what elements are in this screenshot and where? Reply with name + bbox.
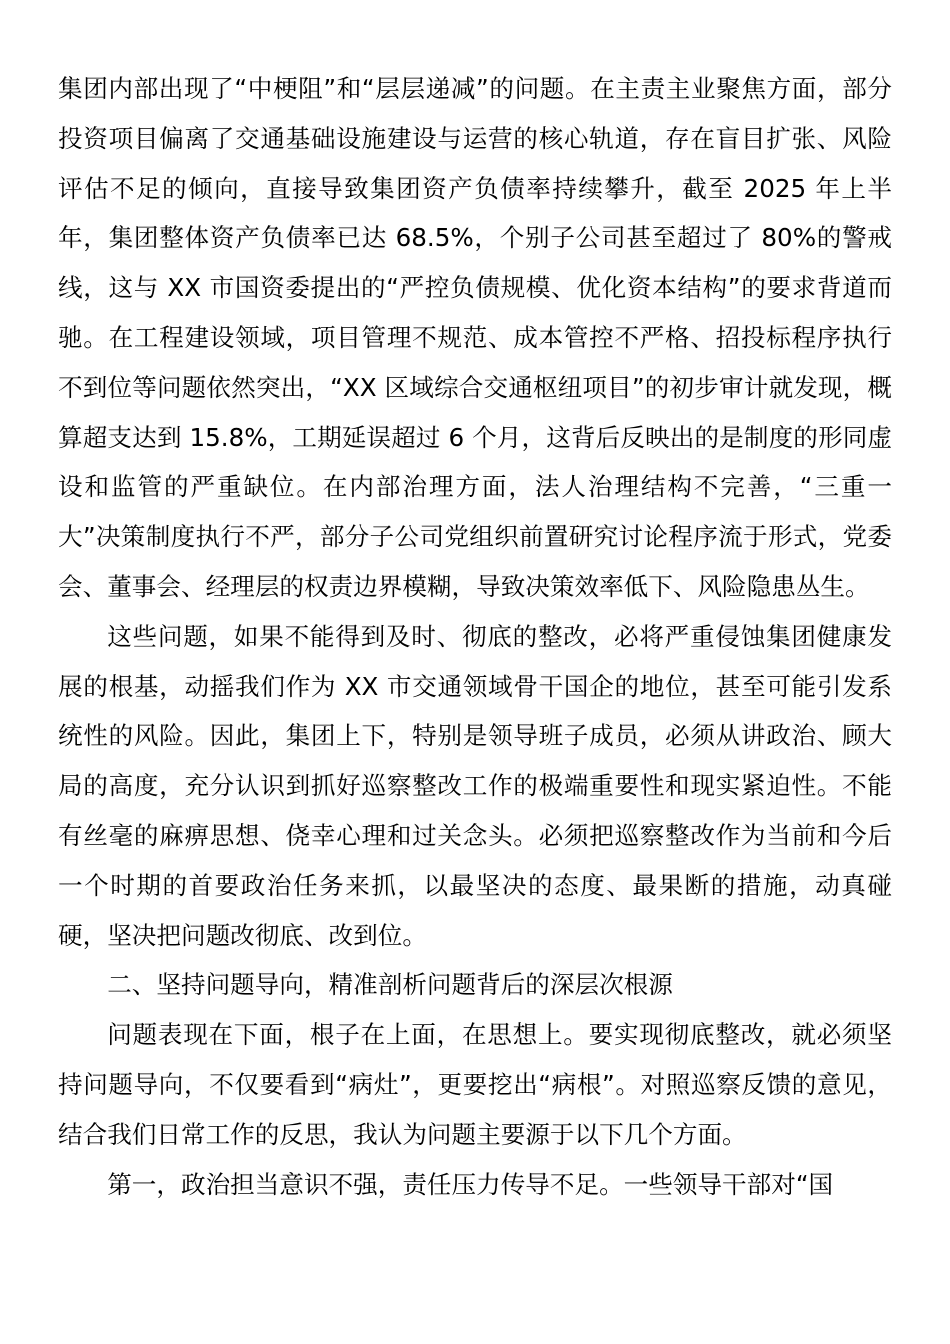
paragraph-consequences: 这些问题，如果不能得到及时、彻底的整改，必将严重侵蚀集团健康发展的根基，动摇我们作为 XX 市交通领域骨干国企的地位，甚至可能引发系统性的风险。因此，集团上下，特别是领导班子成员，必须从讲政治、顾大局的高度，充分认识到抓好巡察整改工作的极端重要性和现实紧迫性。不能有丝毫的麻痹思想、侥幸心理和过关念头。必须把巡察整改作为当前和今后一个时期的首要政治任务来抓，以最坚决的态度、最果断的措施，动真碰硬，坚决把问题改彻底、改到位。 (58, 621, 892, 950)
section-heading-two: 二、坚持问题导向，精准剖析问题背后的深层次根源 (107, 970, 673, 1000)
paragraph-first-cause: 第一，政治担当意识不强，责任压力传导不足。一些领导干部对“国 (107, 1169, 834, 1199)
document-page (58, 64, 892, 1209)
paragraph-problem-orientation: 问题表现在下面，根子在上面，在思想上。要实现彻底整改，就必须坚持问题导向，不仅要看到“病灶”，更要挖出“病根”。对照巡察反馈的意见，结合我们日常工作的反思，我认为问题主要源于以下几个方面。 (58, 1020, 892, 1149)
paragraph-continued: 集团内部出现了“中梗阻”和“层层递减”的问题。在主责主业聚焦方面，部分投资项目偏离了交通基础设施建设与运营的核心轨道，存在盲目扩张、风险评估不足的倾向，直接导致集团资产负债率持续攀升，截至 2025 年上半年，集团整体资产负债率已达 68.5%，个别子公司甚至超过了 80%的警戒线，这与 XX 市国资委提出的“严控负债规模、优化资本结构”的要求背道而驰。在工程建设领域，项目管理不规范、成本管控不严格、招投标程序执行不到位等问题依然突出，“XX 区域综合交通枢纽项目”的初步审计就发现，概算超支达到 15.8%，工期延误超过 6 个月，这背后反映出的是制度的形同虚设和监管的严重缺位。在内部治理方面，法人治理结构不完善，“三重一大”决策制度执行不严，部分子公司党组织前置研究讨论程序流于形式，党委会、董事会、经理层的权责边界模糊，导致决策效率低下、风险隐患丛生。 (58, 74, 892, 601)
